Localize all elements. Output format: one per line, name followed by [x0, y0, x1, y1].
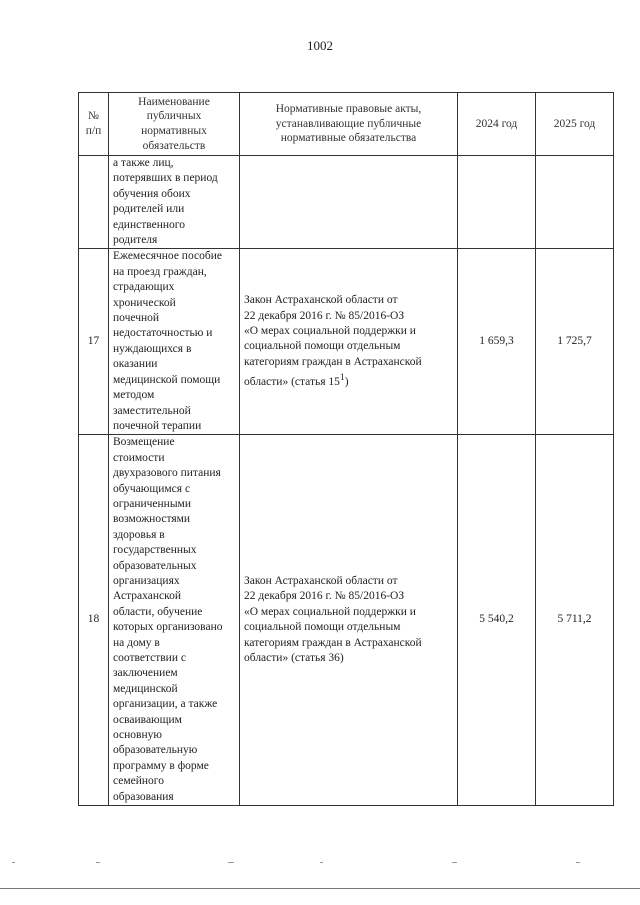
obligations-table — [78, 92, 614, 806]
row-number — [79, 156, 109, 249]
header-year-2024: 2024 год — [458, 93, 536, 156]
table-row — [79, 156, 614, 249]
row-number: 18 — [79, 435, 109, 806]
header-number: № п/п — [79, 93, 109, 156]
legal-act-tail: ) — [344, 376, 349, 389]
scan-edge-line — [0, 888, 640, 889]
value-2024: 1 659,3 — [458, 249, 536, 435]
row-number: 17 — [79, 249, 109, 435]
obligation-name: Ежемесячное пособие на проезд граждан, страдающих хронической почечной недостаточностью и нуждающихся в оказании медицинской помощи методом заместительной почечной терапии — [109, 249, 240, 435]
value-2024 — [458, 156, 536, 249]
obligation-name: Возмещение стоимости двухразового питания обучающимся с ограниченными возможностями здоровья в государственных образовательных организациях Астраханской области, обучение которых организовано на дому в соответствии с заключением медицинской организации, а также осваивающим основную образовательную программу в форме семейного образования — [109, 435, 240, 806]
scan-specks — [0, 862, 640, 872]
value-2024: 5 540,2 — [458, 435, 536, 806]
obligation-name: а также лиц, потерявших в период обучения обоих родителей или единственного родителя — [109, 156, 240, 249]
page-number: 1002 — [307, 38, 333, 53]
legal-act-text: Закон Астраханской области от 22 декабря 2016 г. № 85/2016-ОЗ «О мерах социальной поддержки и социальной помощи отдельным категориям граждан в Астраханской области» (статья 15 — [244, 294, 422, 389]
value-2025: 5 711,2 — [536, 435, 614, 806]
value-2025 — [536, 156, 614, 249]
legal-act — [240, 156, 458, 249]
legal-act — [240, 249, 458, 435]
table-row — [79, 249, 614, 435]
legal-act: Закон Астраханской области от 22 декабря 2016 г. № 85/2016-ОЗ «О мерах социальной поддержки и социальной помощи отдельным категориям граждан в Астраханской области» (статья 36) — [240, 435, 458, 806]
header-legal-acts: Нормативные правовые акты, устанавливающие публичные нормативные обязательства — [240, 93, 458, 156]
table-header-row — [79, 93, 614, 156]
value-2025: 1 725,7 — [536, 249, 614, 435]
article-superscript: 1 — [339, 372, 345, 384]
header-year-2025: 2025 год — [536, 93, 614, 156]
table-row — [79, 435, 614, 806]
header-obligation-name: Наименование публичных нормативных обязательств — [109, 93, 240, 156]
